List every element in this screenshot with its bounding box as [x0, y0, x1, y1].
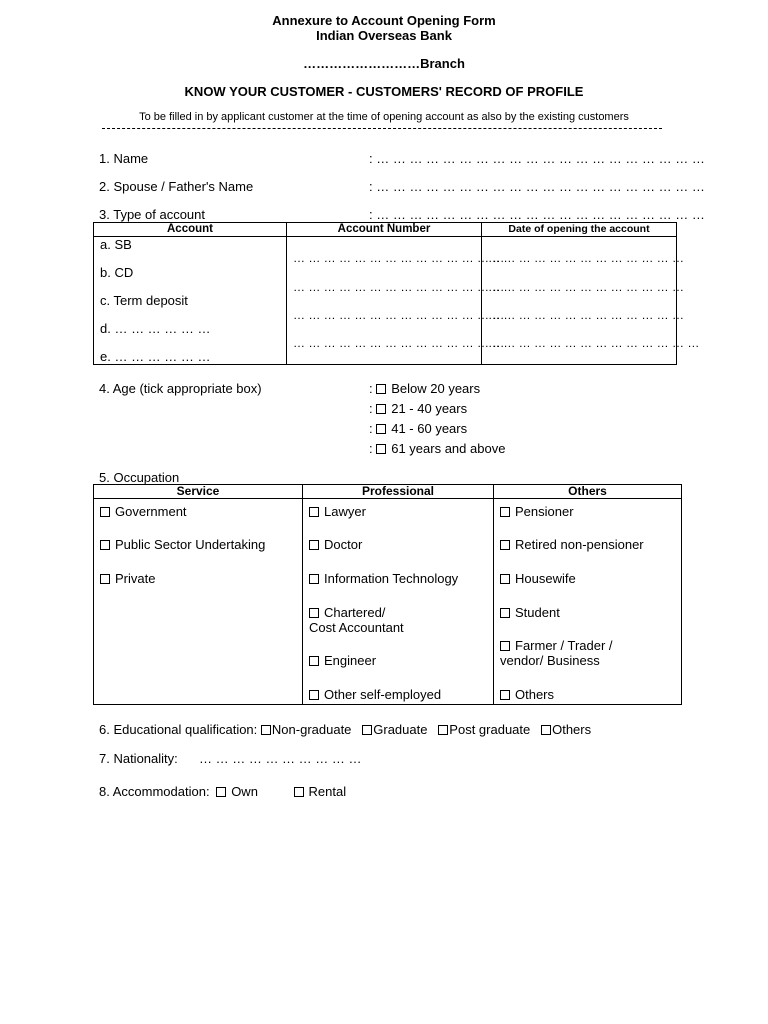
occupation-doctor[interactable]: Doctor	[309, 537, 362, 552]
annexure-title: Annexure to Account Opening Form	[272, 13, 496, 28]
account-number-field[interactable]: … … … … … … … … … … … … … …	[293, 308, 505, 322]
occupation-other-self-employed[interactable]: Other self-employed	[309, 687, 441, 702]
checkbox-icon[interactable]	[309, 656, 319, 666]
education-row	[99, 722, 591, 737]
others-header: Others	[494, 485, 682, 499]
checkbox-icon[interactable]	[261, 725, 271, 735]
occupation-lawyer[interactable]: Lawyer	[309, 504, 366, 519]
accommodation-rental[interactable]: Rental	[308, 784, 347, 799]
opening-date-field[interactable]: … … … … … … … … … … … … …	[488, 251, 685, 265]
checkbox-icon[interactable]	[100, 507, 110, 517]
account-other-e[interactable]: e. … … … … … …	[100, 349, 211, 364]
service-column	[94, 499, 303, 705]
age-option-21-40[interactable]: : 21 - 40 years	[369, 401, 468, 416]
checkbox-icon[interactable]	[376, 424, 386, 434]
dashed-divider	[102, 128, 662, 129]
account-type-label: 3. Type of account	[99, 207, 205, 222]
account-cd: b. CD	[100, 265, 134, 280]
professional-column	[303, 499, 494, 705]
checkbox-icon[interactable]	[500, 507, 510, 517]
spouse-father-label: 2. Spouse / Father's Name	[99, 179, 254, 194]
checkbox-icon[interactable]	[500, 574, 510, 584]
checkbox-icon[interactable]	[376, 384, 386, 394]
checkbox-icon[interactable]	[309, 690, 319, 700]
occupation-farmer-trader[interactable]: Farmer / Trader /	[500, 638, 613, 653]
account-table	[93, 222, 700, 365]
form-instructions: To be filled in by applicant customer at the time of opening account as also by the existing customers	[139, 111, 629, 123]
checkbox-icon[interactable]	[500, 608, 510, 618]
date-of-opening-header: Date of opening the account	[482, 223, 677, 237]
occupation-student[interactable]: Student	[500, 605, 560, 620]
account-other-d[interactable]: d. … … … … … …	[100, 321, 211, 336]
occupation-cost-accountant-label: Cost Accountant	[309, 620, 404, 635]
accommodation-own[interactable]: Own	[231, 784, 258, 799]
checkbox-icon[interactable]	[541, 725, 551, 735]
age-option-41-60[interactable]: : 41 - 60 years	[369, 421, 468, 436]
occupation-psu[interactable]: Public Sector Undertaking	[100, 537, 265, 552]
name-label: 1. Name	[99, 151, 149, 166]
others-column	[494, 499, 682, 705]
occupation-table	[93, 484, 682, 705]
account-type-field[interactable]: : … … … … … … … … … … … … … … … … … … … …	[369, 207, 705, 222]
education-graduate[interactable]: Graduate	[373, 722, 428, 737]
account-sb: a. SB	[100, 237, 132, 252]
spouse-father-field[interactable]: : … … … … … … … … … … … … … … … … … … … …	[369, 179, 705, 194]
occupation-chartered[interactable]: Chartered/	[309, 605, 385, 620]
occupation-others[interactable]: Others	[500, 687, 554, 702]
checkbox-icon[interactable]	[438, 725, 448, 735]
form-title: KNOW YOUR CUSTOMER - CUSTOMERS' RECORD OF PROFILE	[184, 84, 584, 99]
accommodation-label: 8. Accommodation:	[99, 784, 210, 799]
occupation-label: 5. Occupation	[99, 470, 180, 485]
occupation-engineer[interactable]: Engineer	[309, 653, 376, 668]
checkbox-icon[interactable]	[100, 540, 110, 550]
name-field[interactable]: : … … … … … … … … … … … … … … … … … … … …	[369, 151, 705, 166]
education-others[interactable]: Others	[552, 722, 592, 737]
checkbox-icon[interactable]	[309, 507, 319, 517]
checkbox-icon[interactable]	[500, 690, 510, 700]
opening-date-field[interactable]: … … … … … … … … … … … … …	[488, 280, 685, 294]
accommodation-row	[99, 784, 346, 799]
branch-line: ………………………Branch	[303, 56, 465, 71]
checkbox-icon[interactable]	[100, 574, 110, 584]
occupation-retired[interactable]: Retired non-pensioner	[500, 537, 644, 552]
opening-dates-cell	[482, 237, 700, 365]
checkbox-icon[interactable]	[500, 540, 510, 550]
education-label: 6. Educational qualification:	[99, 722, 258, 737]
occupation-vendor-business-label: vendor/ Business	[500, 653, 600, 668]
age-option-below-20[interactable]: : Below 20 years	[369, 381, 481, 396]
opening-date-field[interactable]: … … … … … … … … … … … … … …	[488, 336, 700, 350]
account-numbers-cell	[287, 237, 505, 365]
account-number-field[interactable]: … … … … … … … … … … … … … …	[293, 336, 505, 350]
service-header: Service	[94, 485, 303, 499]
checkbox-icon[interactable]	[216, 787, 226, 797]
checkbox-icon[interactable]	[309, 540, 319, 550]
account-number-header: Account Number	[287, 223, 482, 237]
education-post-graduate[interactable]: Post graduate	[449, 722, 531, 737]
account-types-cell	[94, 237, 287, 365]
checkbox-icon[interactable]	[309, 574, 319, 584]
checkbox-icon[interactable]	[309, 608, 319, 618]
account-number-field[interactable]: … … … … … … … … … … … … … …	[293, 251, 505, 265]
checkbox-icon[interactable]	[376, 404, 386, 414]
account-term-deposit: c. Term deposit	[100, 293, 188, 308]
education-non-graduate[interactable]: Non-graduate	[271, 722, 352, 737]
occupation-private[interactable]: Private	[100, 571, 155, 586]
professional-header: Professional	[303, 485, 494, 499]
account-number-field[interactable]: … … … … … … … … … … … … … …	[293, 280, 505, 294]
opening-date-field[interactable]: … … … … … … … … … … … … …	[488, 308, 685, 322]
checkbox-icon[interactable]	[376, 444, 386, 454]
bank-name: Indian Overseas Bank	[316, 28, 452, 43]
occupation-it[interactable]: Information Technology	[309, 571, 458, 586]
age-label: 4. Age (tick appropriate box)	[99, 381, 262, 396]
occupation-government[interactable]: Government	[100, 504, 187, 519]
age-option-61-above[interactable]: : 61 years and above	[369, 441, 506, 456]
account-header: Account	[94, 223, 287, 237]
nationality-label: 7. Nationality:	[99, 751, 178, 766]
occupation-housewife[interactable]: Housewife	[500, 571, 576, 586]
checkbox-icon[interactable]	[362, 725, 372, 735]
nationality-field[interactable]: … … … … … … … … … …	[199, 751, 362, 766]
occupation-pensioner[interactable]: Pensioner	[500, 504, 574, 519]
checkbox-icon[interactable]	[500, 641, 510, 651]
checkbox-icon[interactable]	[294, 787, 304, 797]
